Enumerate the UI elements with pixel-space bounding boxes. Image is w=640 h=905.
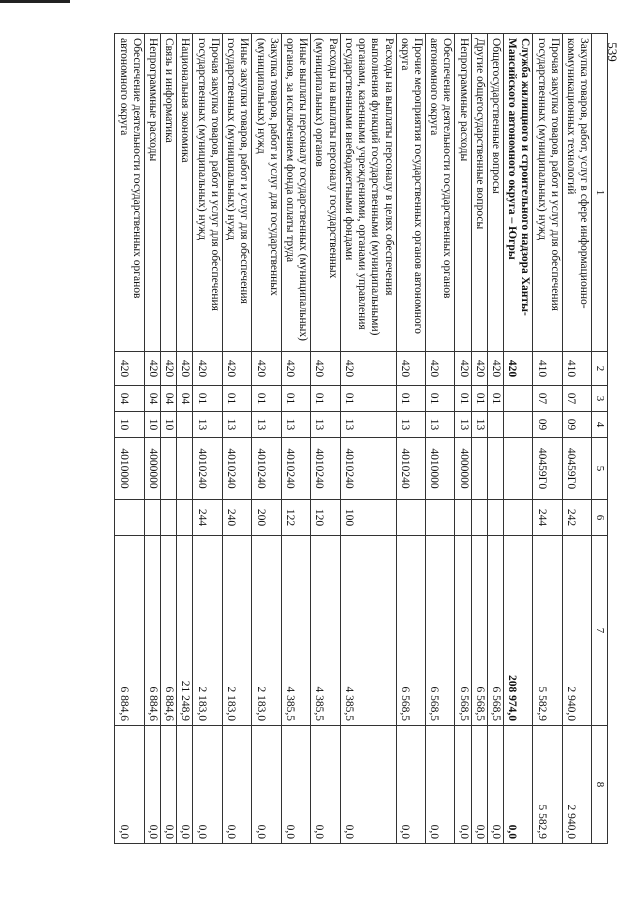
grbs-cell: 420	[144, 352, 160, 386]
top-rule	[0, 0, 70, 3]
amount-cell: 6 568,5	[471, 536, 487, 726]
section-cell: 01	[281, 386, 310, 412]
table-row	[281, 34, 310, 844]
subsection-cell: 13	[311, 412, 340, 438]
expense-type-cell	[455, 500, 471, 536]
grbs-cell: 420	[115, 352, 144, 386]
target-article-cell: 4010240	[340, 438, 396, 500]
section-cell: 01	[340, 386, 396, 412]
name-cell: Иные выплаты персоналу государственных (муниципальных) органов, за исключением фонда оплаты труда	[281, 34, 310, 352]
table-row	[396, 34, 425, 844]
grbs-cell: 420	[193, 352, 222, 386]
amount-next-cell: 0,0	[115, 726, 144, 844]
grbs-cell: 420	[455, 352, 471, 386]
amount-cell: 21 248,9	[177, 536, 193, 726]
target-article-cell: 4010240	[193, 438, 222, 500]
amount-next-cell: 0,0	[222, 726, 251, 844]
amount-cell: 2 183,0	[193, 536, 222, 726]
subsection-cell: 10	[144, 412, 160, 438]
grbs-cell: 420	[487, 352, 503, 386]
budget-table	[114, 33, 608, 844]
amount-cell: 2 183,0	[222, 536, 251, 726]
document-page: 539 1 2 3 4 5 6 7 8 Закупка товаров, работ, услуг в сфере информационно-коммуникационных технологий 410 07 09 40459Г0 242 2 940,0 2 940,0 Прочая закупка товаров, работ и услуг для обеспечения государственных (муниципальных) нужд 410 07 09 40459Г0 244 5 582,9 5 582,9 Служба жилищного и строительного надзора Ханты-Мансийского автономного округа – Югры 420 208 974,0 0,0 Общегосударственные вопросы 420 01 6 568,5 0,0 Другие общегосударственные вопросы 420 01 13 6 568,5 0,0 Непрограммные расходы 420 01 13 4000000 6 568,5 0,0 Обеспечение деятельности государственных органов автономного округа 420 01 13 4010000 6 568,5 0,0 Прочие мероприятия государственных органов автономного округа 420 01 13 4010240 6 568,5 0,0 Расходы на выплаты персоналу в целях обеспечения выполнения функций государственными (муниципальными) органами, казенными учреждениями, органами управления государственными внебюджетными фондами 420 01 13 4010240 100 4 385,5 0,0 Расходы на выплаты персоналу государственных (муниципальных) органов 420 01 13 4010240 120 4 385,5 0,0 Иные выплаты персоналу государственных (муниципальных) органов, за исключением фонда оплаты труда 420 01 13 4010240 122 4 385,5 0,0 Закупка товаров, работ и услуг для государственных (муниципальных) нужд 420 01 13 4010240 200 2 183,0 0,0 Иные закупки товаров, работ и услуг для обеспечения государственных (муниципальных) нужд 420 01 13 4010240 240 2 183,0 0,0 Прочая закупка товаров, работ и услуг для обеспечения государственных (муниципальных) нужд 420 01 13 4010240 244 2 183,0 0,0 Национальная экономика 420 04 21 248,9 0,0 Связь и информатика 420 04 10 6 884,6 0,0 Непрограммные расходы 420 04 10 4000000 6 884,6 0,0 Обеспечение деятельности государственных органов автономного округа 420 04 10 4010000 6 884,6 0,0	[0, 0, 640, 905]
expense-type-cell: 122	[281, 500, 310, 536]
amount-next-cell: 0,0	[193, 726, 222, 844]
amount-next-cell: 0,0	[144, 726, 160, 844]
section-cell: 01	[252, 386, 281, 412]
subsection-cell: 13	[396, 412, 425, 438]
name-cell: Прочая закупка товаров, работ и услуг для обеспечения государственных (муниципальных) нужд	[533, 34, 562, 352]
subsection-cell: 13	[252, 412, 281, 438]
name-cell: Прочая закупка товаров, работ и услуг для обеспечения государственных (муниципальных) нужд	[193, 34, 222, 352]
header-cell: 5	[592, 438, 608, 500]
subsection-cell: 13	[425, 412, 454, 438]
section-cell: 01	[471, 386, 487, 412]
table-row	[252, 34, 281, 844]
subsection-cell: 13	[222, 412, 251, 438]
expense-type-cell: 244	[193, 500, 222, 536]
target-article-cell: 4010240	[311, 438, 340, 500]
amount-next-cell: 0,0	[340, 726, 396, 844]
target-article-cell: 40459Г0	[533, 438, 562, 500]
grbs-cell: 420	[425, 352, 454, 386]
expense-type-cell: 240	[222, 500, 251, 536]
amount-next-cell: 0,0	[471, 726, 487, 844]
expense-type-cell	[396, 500, 425, 536]
section-cell: 01	[425, 386, 454, 412]
name-cell: Расходы на выплаты персоналу государственных (муниципальных) органов	[311, 34, 340, 352]
amount-cell: 6 568,5	[487, 536, 503, 726]
amount-next-cell: 0,0	[177, 726, 193, 844]
grbs-cell: 410	[533, 352, 562, 386]
amount-next-cell: 0,0	[425, 726, 454, 844]
grbs-cell: 420	[281, 352, 310, 386]
expense-type-cell	[471, 500, 487, 536]
table-row	[471, 34, 487, 844]
name-cell: Закупка товаров, работ, услуг в сфере информационно-коммуникационных технологий	[562, 34, 591, 352]
subsection-cell: 09	[533, 412, 562, 438]
table-row	[193, 34, 222, 844]
header-cell: 6	[592, 500, 608, 536]
target-article-cell: 4010240	[396, 438, 425, 500]
section-cell: 07	[562, 386, 591, 412]
grbs-cell: 420	[471, 352, 487, 386]
amount-cell: 4 385,5	[311, 536, 340, 726]
section-cell: 01	[311, 386, 340, 412]
section-cell: 01	[396, 386, 425, 412]
table-row	[144, 34, 160, 844]
grbs-cell: 420	[504, 352, 533, 386]
target-article-cell: 4010240	[281, 438, 310, 500]
target-article-cell: 4010240	[252, 438, 281, 500]
name-cell: Непрограммные расходы	[455, 34, 471, 352]
header-cell: 7	[592, 536, 608, 726]
target-article-cell: 4010000	[115, 438, 144, 500]
section-cell: 01	[222, 386, 251, 412]
amount-cell: 6 568,5	[455, 536, 471, 726]
grbs-cell: 420	[161, 352, 177, 386]
amount-cell: 6 568,5	[425, 536, 454, 726]
name-cell: Закупка товаров, работ и услуг для государственных (муниципальных) нужд	[252, 34, 281, 352]
grbs-cell: 420	[396, 352, 425, 386]
grbs-cell: 420	[222, 352, 251, 386]
grbs-cell: 410	[562, 352, 591, 386]
subsection-cell: 13	[455, 412, 471, 438]
expense-type-cell: 200	[252, 500, 281, 536]
amount-cell: 6 884,6	[144, 536, 160, 726]
section-cell: 04	[161, 386, 177, 412]
target-article-cell: 40459Г0	[562, 438, 591, 500]
table-row	[487, 34, 503, 844]
name-cell: Национальная экономика	[177, 34, 193, 352]
name-cell: Прочие мероприятия государственных органов автономного округа	[396, 34, 425, 352]
expense-type-cell: 244	[533, 500, 562, 536]
subsection-cell	[504, 412, 533, 438]
header-cell: 1	[592, 34, 608, 352]
amount-cell: 5 582,9	[533, 536, 562, 726]
expense-type-cell	[177, 500, 193, 536]
subsection-cell: 13	[471, 412, 487, 438]
section-cell	[504, 386, 533, 412]
expense-type-cell: 120	[311, 500, 340, 536]
section-cell: 04	[144, 386, 160, 412]
amount-next-cell: 0,0	[504, 726, 533, 844]
grbs-cell: 420	[177, 352, 193, 386]
expense-type-cell	[161, 500, 177, 536]
amount-next-cell: 0,0	[161, 726, 177, 844]
header-row	[592, 34, 608, 844]
target-article-cell	[504, 438, 533, 500]
section-cell: 04	[177, 386, 193, 412]
amount-cell: 6 884,6	[161, 536, 177, 726]
amount-next-cell: 0,0	[396, 726, 425, 844]
amount-cell: 4 385,5	[340, 536, 396, 726]
amount-next-cell: 2 940,0	[562, 726, 591, 844]
subsection-cell: 13	[340, 412, 396, 438]
name-cell: Обеспечение деятельности государственных органов автономного округа	[425, 34, 454, 352]
section-cell: 04	[115, 386, 144, 412]
target-article-cell: 4000000	[144, 438, 160, 500]
table-row	[504, 34, 533, 844]
name-cell: Общегосударственные вопросы	[487, 34, 503, 352]
header-cell: 8	[592, 726, 608, 844]
section-cell: 01	[193, 386, 222, 412]
table-row	[533, 34, 562, 844]
name-cell: Расходы на выплаты персоналу в целях обеспечения выполнения функций государственными (муниципальными) органами, казенными учреждениями, органами управления государственными внебюджетными фондами	[340, 34, 396, 352]
amount-next-cell: 0,0	[252, 726, 281, 844]
table-row	[222, 34, 251, 844]
table-row	[115, 34, 144, 844]
name-cell: Другие общегосударственные вопросы	[471, 34, 487, 352]
header-cell: 3	[592, 386, 608, 412]
expense-type-cell	[487, 500, 503, 536]
subsection-cell: 09	[562, 412, 591, 438]
table-row	[562, 34, 591, 844]
amount-next-cell: 5 582,9	[533, 726, 562, 844]
amount-cell: 2 183,0	[252, 536, 281, 726]
target-article-cell	[161, 438, 177, 500]
subsection-cell: 13	[281, 412, 310, 438]
name-cell: Непрограммные расходы	[144, 34, 160, 352]
amount-cell: 6 884,6	[115, 536, 144, 726]
subsection-cell	[177, 412, 193, 438]
amount-next-cell: 0,0	[455, 726, 471, 844]
amount-next-cell: 0,0	[487, 726, 503, 844]
name-cell: Обеспечение деятельности государственных органов автономного округа	[115, 34, 144, 352]
budget-table-wrapper	[91, 33, 608, 843]
amount-next-cell: 0,0	[281, 726, 310, 844]
subsection-cell: 13	[193, 412, 222, 438]
grbs-cell: 420	[311, 352, 340, 386]
table-row	[340, 34, 396, 844]
name-cell: Служба жилищного и строительного надзора Ханты-Мансийского автономного округа – Югры	[504, 34, 533, 352]
section-cell: 01	[487, 386, 503, 412]
target-article-cell	[471, 438, 487, 500]
target-article-cell: 4000000	[455, 438, 471, 500]
subsection-cell: 10	[115, 412, 144, 438]
name-cell: Связь и информатика	[161, 34, 177, 352]
table-row	[161, 34, 177, 844]
header-cell: 2	[592, 352, 608, 386]
subsection-cell	[487, 412, 503, 438]
grbs-cell: 420	[252, 352, 281, 386]
expense-type-cell: 242	[562, 500, 591, 536]
expense-type-cell	[504, 500, 533, 536]
amount-cell: 2 940,0	[562, 536, 591, 726]
table-row	[455, 34, 471, 844]
expense-type-cell	[425, 500, 454, 536]
grbs-cell: 420	[340, 352, 396, 386]
name-cell: Иные закупки товаров, работ и услуг для обеспечения государственных (муниципальных) нужд	[222, 34, 251, 352]
section-cell: 07	[533, 386, 562, 412]
table-row	[425, 34, 454, 844]
table-row	[177, 34, 193, 844]
expense-type-cell: 100	[340, 500, 396, 536]
amount-next-cell: 0,0	[311, 726, 340, 844]
target-article-cell: 4010000	[425, 438, 454, 500]
subsection-cell: 10	[161, 412, 177, 438]
amount-cell: 4 385,5	[281, 536, 310, 726]
target-article-cell: 4010240	[222, 438, 251, 500]
section-cell: 01	[455, 386, 471, 412]
amount-cell: 6 568,5	[396, 536, 425, 726]
target-article-cell	[177, 438, 193, 500]
table-row	[311, 34, 340, 844]
expense-type-cell	[144, 500, 160, 536]
target-article-cell	[487, 438, 503, 500]
amount-cell: 208 974,0	[504, 536, 533, 726]
expense-type-cell	[115, 500, 144, 536]
header-cell: 4	[592, 412, 608, 438]
